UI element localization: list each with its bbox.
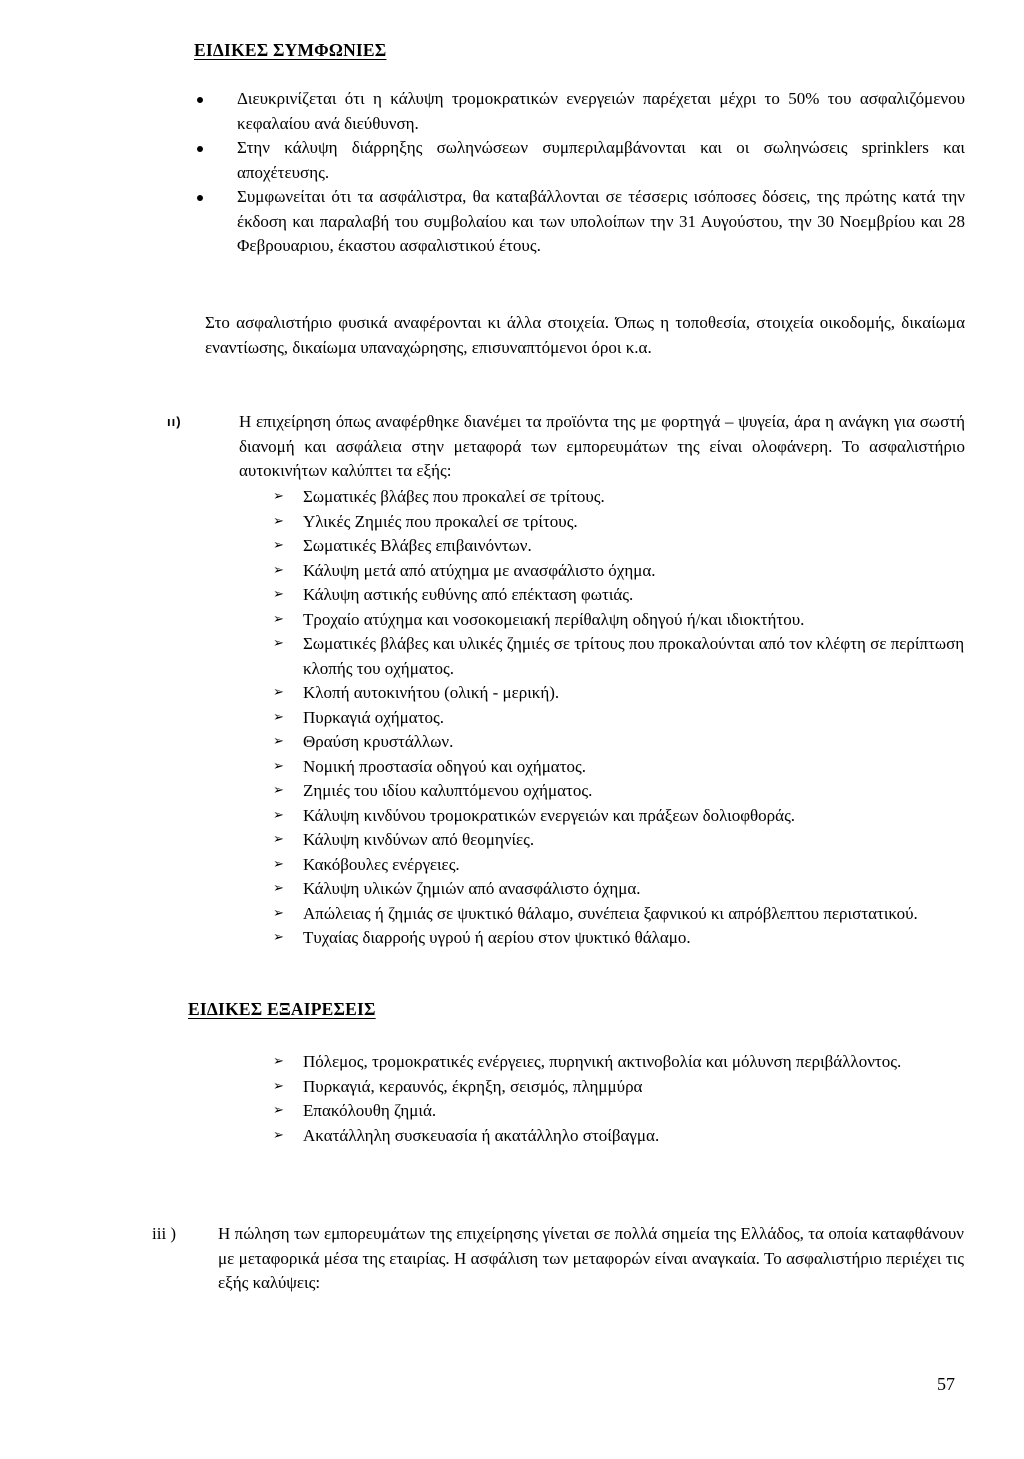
vehicle-coverage-list bbox=[273, 485, 965, 951]
list-item: ➢ Απώλειας ή ζημιάς σε ψυκτικό θάλαμο, συνέπεια ξαφνικού κι απρόβλεπτου περιστατικού. bbox=[273, 902, 965, 927]
list-item: ➢ Σωματικές Βλάβες επιβαινόντων. bbox=[273, 534, 965, 559]
transport-insurance-paragraph: Η πώληση των εμπορευμάτων της επιχείρησης γίνεται σε πολλά σημεία της Ελλάδος, τα οποία καταφθάνουν με μεταφορικά μέσα της εταιρίας. Η ασφάλιση των μεταφορών είναι αναγκαία. Το ασφαλιστήριο περιέχει τις εξής καλύψεις: bbox=[218, 1224, 964, 1292]
vehicle-insurance-paragraph: Η επιχείρηση όπως αναφέρθηκε διανέμει τα προϊόντα της με φορτηγά – ψυγεία, άρα η ανάγκη για σωστή διανομή και ασφάλεια στην μεταφορά των εμπορευμάτων της είναι ολοφάνερη. Το ασφαλιστήριο αυτοκινήτων καλύπτει τα εξής: bbox=[239, 412, 965, 480]
list-item: ➢ Τροχαίο ατύχημα και νοσοκομειακή περίθαλψη οδηγού ή/και ιδιοκτήτου. bbox=[273, 608, 965, 633]
section-number: iii ) bbox=[152, 1224, 177, 1243]
list-item: ➢ Σωματικές βλάβες που προκαλεί σε τρίτους. bbox=[273, 485, 965, 510]
list-item: ➢ Επακόλουθη ζημιά. bbox=[273, 1099, 965, 1124]
list-item: Στην κάλυψη διάρρηξης σωληνώσεων συμπεριλαμβάνονται και οι σωληνώσεις sprinklers και αποχέτευσης. bbox=[193, 136, 965, 185]
list-item: Διευκρινίζεται ότι η κάλυψη τρομοκρατικών ενεργειών παρέχεται μέχρι το 50% του ασφαλιζόμενου κεφαλαίου ανά διεύθυνση. bbox=[193, 87, 965, 136]
list-item: ➢ Κάλυψη υλικών ζημιών από ανασφάλιστο όχημα. bbox=[273, 877, 965, 902]
page-number: 57 bbox=[937, 1374, 955, 1394]
list-item: ➢ Κάλυψη κινδύνου τρομοκρατικών ενεργειών και πράξεων δολιοφθοράς. bbox=[273, 804, 965, 829]
list-item: Συμφωνείται ότι τα ασφάλιστρα, θα καταβάλλονται σε τέσσερις ισόποσες δόσεις, της πρώτης κατά την έκδοση και παραλαβή του συμβολαίου και των υπολοίπων την 31 Αυγούστου, την 30 Νοεμβρίου και 28 Φεβρουαριου, έκαστου ασφαλιστικού έτους. bbox=[193, 185, 965, 259]
list-item: ➢ Κάλυψη μετά από ατύχημα με ανασφάλιστο όχημα. bbox=[273, 559, 965, 584]
list-item: ➢ Πυρκαγιά οχήματος. bbox=[273, 706, 965, 731]
special-agreements-heading: ΕΙΔΙΚΕΣ ΣΥΜΦΩΝΙΕΣ bbox=[194, 40, 387, 60]
list-item: ➢ Κλοπή αυτοκινήτου (ολική - μερική). bbox=[273, 681, 965, 706]
section-number: ıı) bbox=[167, 414, 182, 429]
exclusions-list bbox=[273, 1050, 965, 1148]
list-item: ➢ Ζημιές του ιδίου καλυπτόμενου οχήματος. bbox=[273, 779, 965, 804]
list-item: ➢ Τυχαίας διαρροής υγρού ή αερίου στον ψυκτικό θάλαμο. bbox=[273, 926, 965, 951]
list-item: ➢ Πόλεμος, τρομοκρατικές ενέργειες, πυρηνική ακτινοβολία και μόλυνση περιβάλλοντος. bbox=[273, 1050, 965, 1075]
special-agreements-list bbox=[193, 87, 965, 259]
list-item: ➢ Πυρκαγιά, κεραυνός, έκρηξη, σεισμός, πλημμύρα bbox=[273, 1075, 965, 1100]
list-item: ➢ Σωματικές βλάβες και υλικές ζημιές σε τρίτους που προκαλούνται από τον κλέφτη σε περίπτωση κλοπής του οχήματος. bbox=[273, 632, 965, 681]
list-item: ➢ Νομική προστασία οδηγού και οχήματος. bbox=[273, 755, 965, 780]
policy-details-paragraph: Στο ασφαλιστήριο φυσικά αναφέρονται κι άλλα στοιχεία. Όπως η τοποθεσία, στοιχεία οικοδομής, δικαίωμα εναντίωσης, δικαίωμα υπαναχώρησης, επισυναπτόμενοι όροι κ.α. bbox=[205, 313, 965, 357]
list-item: ➢ Κάλυψη κινδύνων από θεομηνίες. bbox=[273, 828, 965, 853]
list-item: ➢ Θραύση κρυστάλλων. bbox=[273, 730, 965, 755]
list-item: ➢ Κακόβουλες ενέργειες. bbox=[273, 853, 965, 878]
list-item: ➢ Κάλυψη αστικής ευθύνης από επέκταση φωτιάς. bbox=[273, 583, 965, 608]
list-item: ➢ Ακατάλληλη συσκευασία ή ακατάλληλο στοίβαγμα. bbox=[273, 1124, 965, 1149]
list-item: ➢ Υλικές Ζημιές που προκαλεί σε τρίτους. bbox=[273, 510, 965, 535]
special-exclusions-heading: ΕΙΔΙΚΕΣ ΕΞΑΙΡΕΣΕΙΣ bbox=[188, 999, 376, 1019]
